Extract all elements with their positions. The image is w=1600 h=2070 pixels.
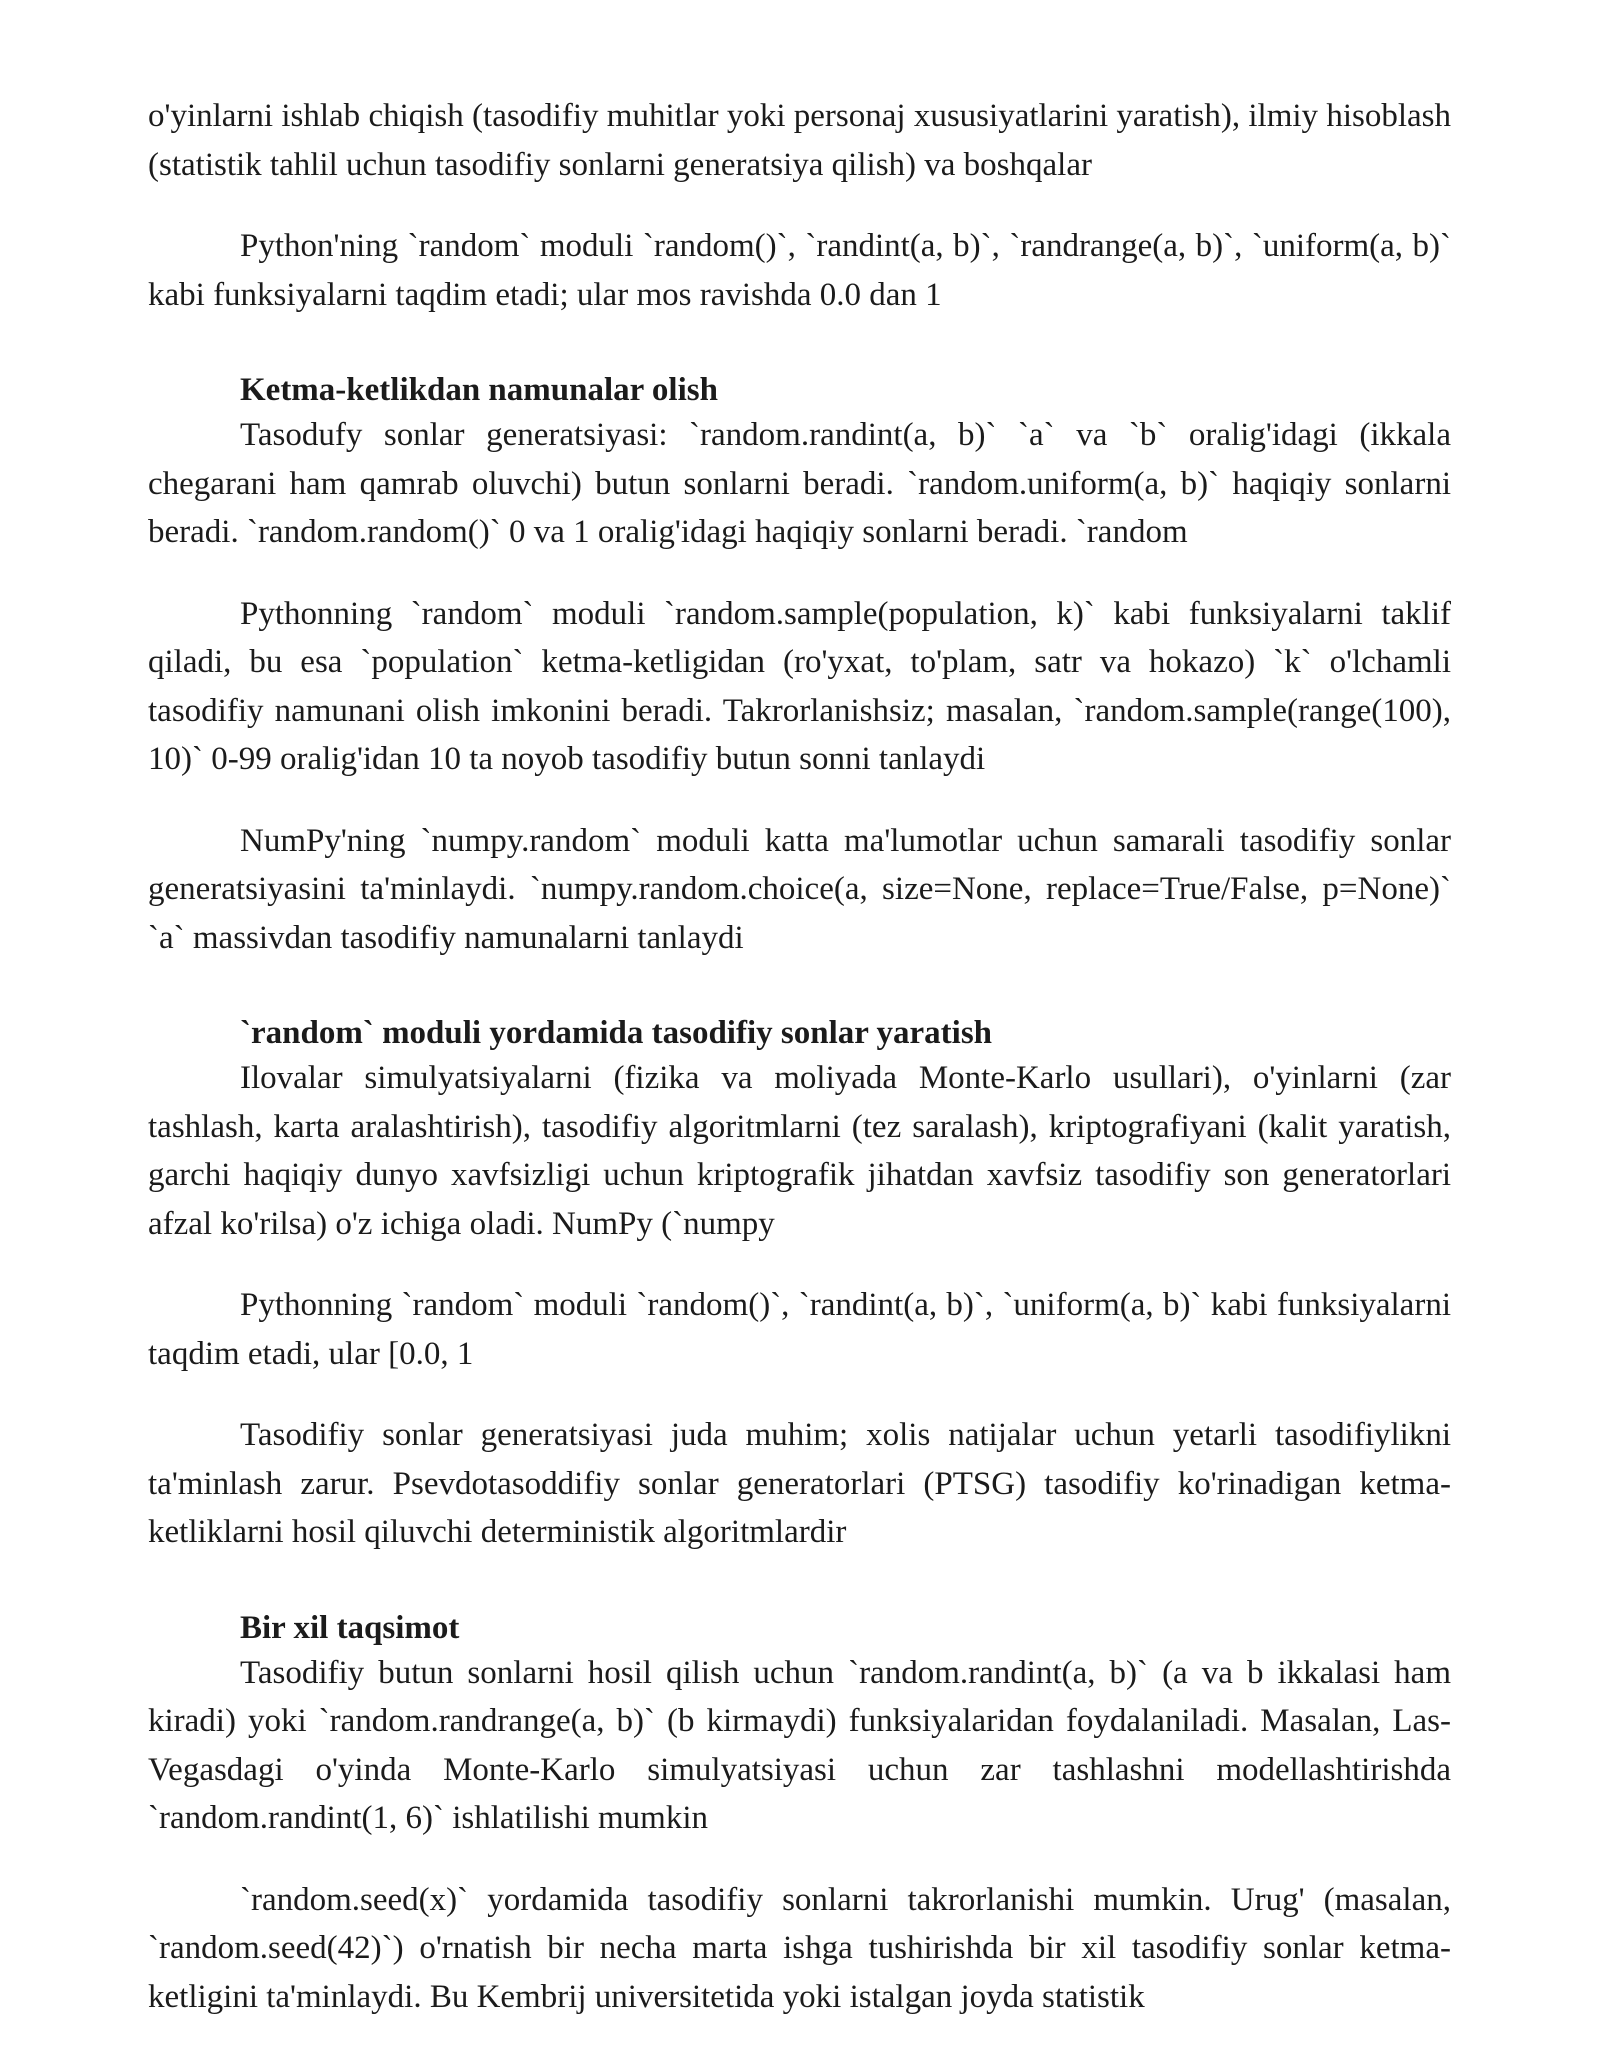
paragraph-random-module-functions: Pythonning `random` moduli `random()`, `randint(a, b)`, `uniform(a, b)` kabi funksiyalarni taqdim etadi, ular [0.0, 1: [148, 1287, 1451, 1372]
paragraph-numpy-random: NumPy'ning `numpy.random` moduli katta ma'lumotlar uchun samarali tasodifiy sonlar generatsiyasini ta'minlaydi. `numpy.random.choice(a, size=None, replace=True/False, p=None)` `a` massivdan tasodifiy namunalarni tanlaydi: [148, 822, 1451, 956]
paragraph-random-functions: Python'ning `random` moduli `random()`, `randint(a, b)`, `randrange(a, b)`, `uniform(a, b)` kabi funksiyalarni taqdim etadi; ular mos ravishda 0.0 dan 1: [148, 228, 1451, 313]
section-heading-sampling: Ketma-ketlikdan namunalar olish: [240, 372, 718, 408]
paragraph-applications: Ilovalar simulyatsiyalarni (fizika va moliyada Monte-Karlo usullari), o'yinlarni (zar tashlash, karta aralashtirish), tasodifiy algoritmlarni (tez saralash), kriptografiyani (kalit yaratish, garchi haqiqiy dunyo xavfsizligi uchun kriptografik jihatdan xavfsiz tasodifiy son generatorlari afzal ko'rilsa) o'z ichiga oladi. NumPy (`numpy: [148, 1060, 1451, 1242]
paragraph-random-integers: Tasodifiy butun sonlarni hosil qilish uchun `random.randint(a, b)` (a va b ikkalasi ham kiradi) yoki `random.randrange(a, b)` (b kirmaydi) funksiyalaridan foydalaniladi. Masalan, Las-Vegasdagi o'yinda Monte-Karlo simulyatsiyasi uchun zar tashlashni modellashtirishda `random.randint(1, 6)` ishlatilishi mumkin: [148, 1654, 1451, 1836]
paragraph-number-generation: Tasodufy sonlar generatsiyasi: `random.randint(a, b)` `a` va `b` oralig'idagi (ikkala chegarani ham qamrab oluvchi) butun sonlarni beradi. `random.uniform(a, b)` haqiqiy sonlarni beradi. `random.random()` 0 va 1 oralig'idagi haqiqiy sonlarni beradi. `random: [148, 417, 1451, 550]
section-heading-uniform-distribution: Bir xil taqsimot: [240, 1609, 460, 1646]
paragraph-random-sample: Pythonning `random` moduli `random.sample(population, k)` kabi funksiyalarni taklif qiladi, bu esa `population` ketma-ketligidan (ro'yxat, to'plam, satr va hokazo) `k` o'lchamli tasodifiy namunani olish imkonini beradi. Takrorlanishsiz; masalan, `random.sample(range(100), 10)` 0-99 oralig'idan 10 ta noyob tasodifiy butun sonni tanlaydi: [148, 595, 1451, 777]
paragraph-intro: o'yinlarni ishlab chiqish (tasodifiy muhitlar yoki personaj xususiyatlarini yaratish), ilmiy hisoblash (statistik tahlil uchun tasodifiy sonlarni generatsiya qilish) va boshqalar: [148, 98, 1451, 183]
document-page: [148, 92, 1451, 2021]
section-heading-random-module: `random` moduli yordamida tasodifiy sonlar yaratish: [240, 1015, 993, 1051]
paragraph-prng: Tasodifiy sonlar generatsiyasi juda muhim; xolis natijalar uchun yetarli tasodifiylikni ta'minlash zarur. Psevdotasoddifiy sonlar generatorlari (PTSG) tasodifiy ko'rinadigan ketma-ketliklarni hosil qiluvchi deterministik algoritmlardir: [148, 1417, 1451, 1550]
paragraph-random-seed: `random.seed(x)` yordamida tasodifiy sonlarni takrorlanishi mumkin. Urug' (masalan, `random.seed(42)`) o'rnatish bir necha marta ishga tushirishda bir xil tasodifiy sonlar ketma-ketligini ta'minlaydi. Bu Kembrij universitetida yoki istalgan joyda statistik: [148, 1881, 1451, 2015]
